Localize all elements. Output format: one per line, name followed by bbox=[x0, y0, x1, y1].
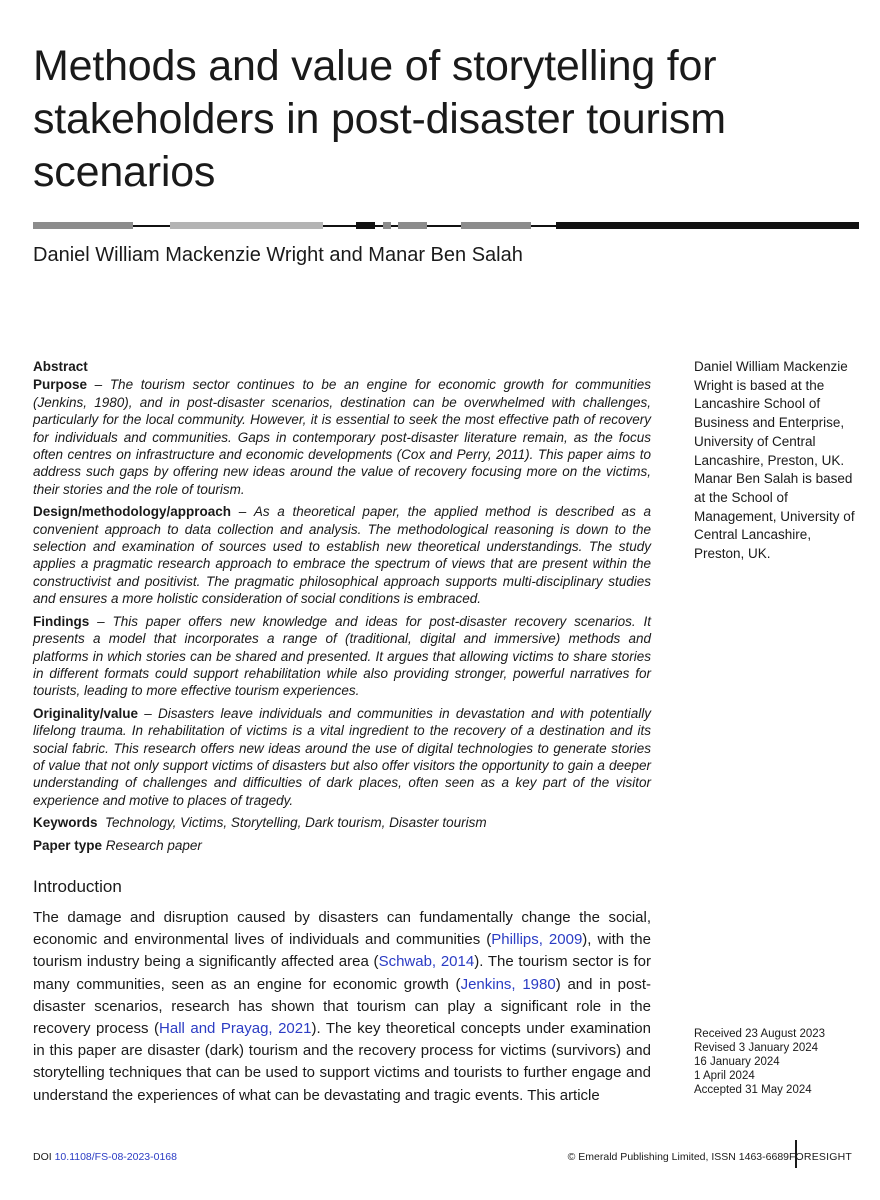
intro-text-2: ), with the tourism industry being a significantly affected area ( bbox=[33, 931, 651, 971]
intro-text-3: ). The tourism sector is for many communities, seen as an engine for economic growth ( bbox=[33, 953, 651, 993]
originality-label: Originality/value bbox=[33, 705, 139, 721]
received-date: Received 23 August 2023 bbox=[694, 1028, 826, 1040]
introduction-text bbox=[33, 907, 651, 1107]
abstract-design bbox=[33, 503, 651, 607]
design-dash: – bbox=[231, 504, 254, 520]
originality-dash: – bbox=[138, 705, 159, 721]
article-title: Methods and value of storytelling for stakeholders in post-disaster tourism scenarios bbox=[33, 42, 726, 196]
papertype-text: Research paper bbox=[105, 837, 202, 853]
design-text: As a theoretical paper, the applied method is described as a convenient approach to data collection and analysis. The methodological reasoning is down to the selection and examination of sources used to establish new theoretical understandings. The study applies a pragmatic research approach to embrace the spectrum of views that are present within the constructivist and positivist. The pragmatic philosophical approach supports multi-disciplinary studies and ensures a more holistic consideration of social conditions is embraced. bbox=[33, 504, 651, 607]
intro-text-5: ). The key theoretical concepts under examination in this paper are disaster (dark) tourism and the recovery process for victims (survivors) and storytelling techniques that can be used to support victims and tourists to further engage and understand the experiences of what can be devastating and tragic events. This article bbox=[33, 1020, 651, 1104]
abstract-section bbox=[33, 358, 651, 859]
article-history bbox=[694, 1027, 864, 1097]
accepted-date: Accepted 31 May 2024 bbox=[694, 1084, 812, 1096]
citation-link[interactable]: Schwab, 2014 bbox=[378, 953, 475, 971]
findings-label: Findings bbox=[33, 613, 90, 629]
journal-name: FORESIGHT bbox=[788, 1151, 852, 1163]
revised-date: 1 April 2024 bbox=[694, 1070, 755, 1082]
intro-text-1: The damage and disruption caused by disasters can fundamentally change the social, economic and environmental lives of individuals and communities ( bbox=[33, 909, 651, 949]
abstract-findings bbox=[33, 613, 651, 700]
citation-link[interactable]: Hall and Prayag, 2021 bbox=[159, 1020, 312, 1038]
abstract-originality bbox=[33, 705, 651, 809]
citation-link[interactable]: Jenkins, 1980 bbox=[460, 975, 556, 993]
findings-text: This paper offers new knowledge and ideas for post-disaster recovery scenarios. It presents a model that incorporates a range of (traditional, digital and immersive) methods and platforms in which stories can be shared and presented. It argues that allowing victims to share stories in different formats could support rehabilitation while also providing stronger, powerful narratives for tourists, leading to more effective tourism experiences. bbox=[33, 613, 651, 699]
abstract-keywords bbox=[33, 814, 651, 831]
keywords-text: Technology, Victims, Storytelling, Dark tourism, Disaster tourism bbox=[105, 815, 487, 831]
intro-text-4: ) and in post-disaster scenarios, research has shown that tourism can play a significant role in the recovery process ( bbox=[33, 975, 651, 1038]
decorative-title-rule bbox=[33, 222, 859, 230]
papertype-label: Paper type bbox=[33, 837, 103, 853]
originality-text: Disasters leave individuals and communities in devastation and with potentially lifelong trauma. In rehabilitation of victims is a vital ingredient to the recovery of a destination and its social fabric. This research offers new ideas around the use of digital technologies to generate stories of value that not only support victims of disasters but also offer visitors the opportunity to gain a deeper understanding of challenges and difficulties of dark places, often seen as a key part of the visitor experience and motive to places of tragedy. bbox=[33, 705, 651, 808]
purpose-dash: – bbox=[87, 377, 110, 393]
publisher-info: © Emerald Publishing Limited, ISSN 1463-6689 bbox=[567, 1151, 789, 1163]
doi-label: DOI bbox=[33, 1151, 55, 1163]
author-affiliations: Daniel William Mackenzie Wright is based at the Lancashire School of Business and Enterprise, University of Central Lancashire, Preston, UK. Manar Ben Salah is based at the School of Management, University of Central Lancashire, Preston, UK. bbox=[694, 359, 855, 562]
design-label: Design/methodology/approach bbox=[33, 504, 232, 520]
keywords-label: Keywords bbox=[33, 815, 98, 831]
findings-dash: – bbox=[89, 613, 113, 629]
revised-date: 16 January 2024 bbox=[694, 1056, 780, 1068]
abstract-heading: Abstract bbox=[33, 359, 88, 374]
doi-link[interactable]: 10.1108/FS-08-2023-0168 bbox=[54, 1151, 177, 1163]
purpose-label: Purpose bbox=[33, 377, 88, 393]
introduction-heading: Introduction bbox=[33, 877, 122, 896]
abstract-purpose bbox=[33, 376, 651, 498]
doi-line bbox=[33, 1151, 177, 1163]
abstract-paper-type bbox=[33, 837, 651, 854]
purpose-text: The tourism sector continues to be an engine for economic growth for communities (Jenkins, 1980), and in post-disaster scenarios, destination can be overwhelmed with challenges, particularly for the local community. However, it is essential to seek the most effective path of recovery for individuals and communities. Gaps in contemporary post-disaster literature remain, as the focus often centres on infrastructure and economic developments (Cox and Perry, 2011). This paper aims to address such gaps by offering new ideas around the value of recovery focusing more on the victims, their stories and the role of tourism. bbox=[33, 377, 651, 497]
revised-date: Revised 3 January 2024 bbox=[694, 1042, 819, 1054]
citation-link[interactable]: Phillips, 2009 bbox=[491, 931, 583, 949]
page-footer bbox=[33, 1140, 859, 1170]
article-authors: Daniel William Mackenzie Wright and Manar Ben Salah bbox=[33, 244, 523, 266]
